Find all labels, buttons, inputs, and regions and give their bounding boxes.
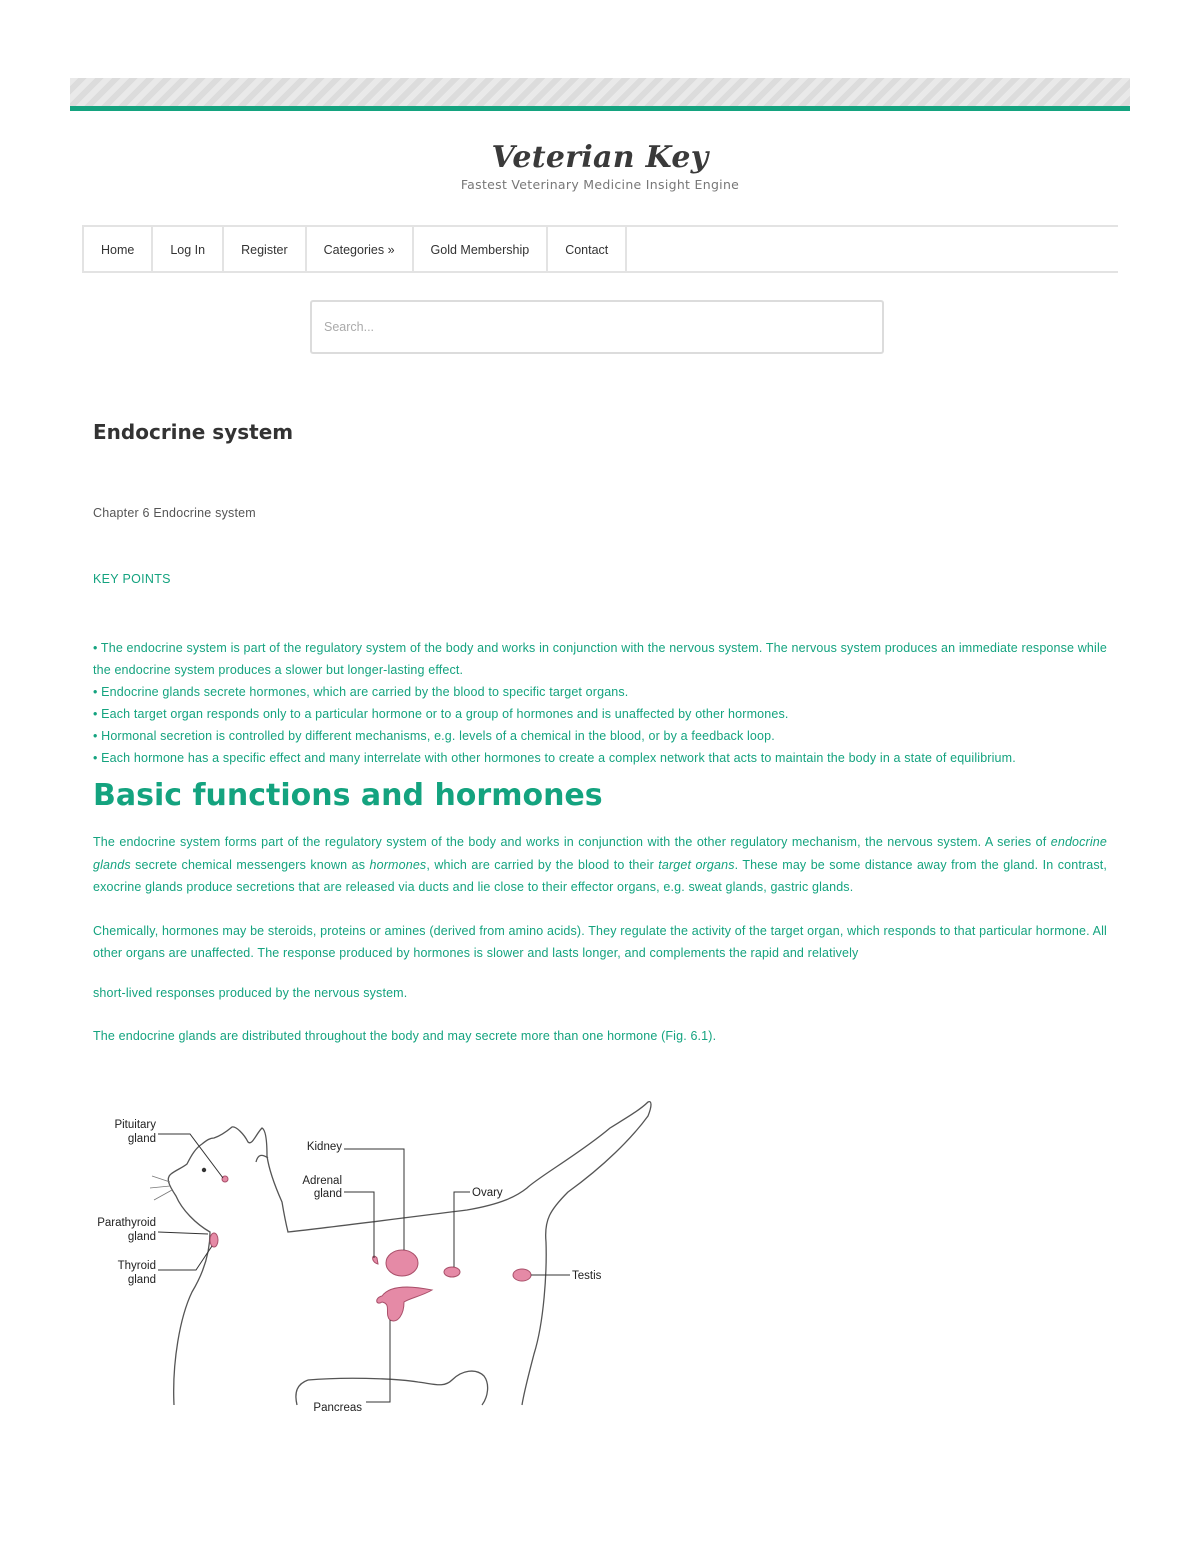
ovary: [444, 1267, 460, 1277]
nav-home[interactable]: Home: [82, 227, 153, 271]
key-point: • Hormonal secretion is controlled by different mechanisms, e.g. levels of a chemical in the blood, or by a feedback loop.: [93, 729, 775, 743]
cat-eye: [202, 1168, 206, 1172]
label-thyroid-gland: gland: [127, 1274, 156, 1286]
label-thyroid: Thyroid: [117, 1260, 156, 1272]
key-point: • Each hormone has a specific effect and many interrelate with other hormones to create a complex network that acts to maintain the body in a state of equilibrium.: [93, 751, 1016, 765]
paragraph: The endocrine glands are distributed throughout the body and may secrete more than one hormone (Fig. 6.1).: [93, 1029, 717, 1043]
nav-register[interactable]: Register: [224, 227, 307, 271]
pancreas: [377, 1287, 432, 1321]
paragraph-text: , which are carried by the blood to their: [426, 857, 659, 872]
site-branding: [0, 140, 1200, 192]
paragraph-text: . These may be some distance away from the gland. In contrast, exocrine glands produce secretions that are released via ducts and lie close to their effector organs, e.g. sweat glands, gastric glands.: [93, 857, 1107, 894]
nav-categories[interactable]: Categories »: [307, 227, 414, 271]
site-title[interactable]: Veterian Key: [491, 140, 709, 175]
label-pituitary-gland: gland: [127, 1133, 156, 1145]
kidney: [386, 1250, 418, 1276]
article: [93, 420, 1107, 1048]
label-adrenal-gland: gland: [313, 1188, 342, 1200]
testis: [513, 1269, 531, 1281]
label-adrenal: Adrenal: [302, 1175, 342, 1187]
nav-log-in[interactable]: Log In: [153, 227, 224, 271]
term-hormones: hormones: [369, 857, 427, 872]
header-decor-band: [70, 78, 1130, 106]
main-nav: [82, 225, 1118, 273]
search-input[interactable]: [312, 302, 882, 352]
label-parathyroid: Parathyroid: [97, 1217, 156, 1229]
key-points-list: [93, 637, 1107, 769]
label-ovary: Ovary: [472, 1187, 503, 1199]
key-point: • Each target organ responds only to a particular hormone or to a group of hormones and is unaffected by other hormones.: [93, 707, 789, 721]
label-testis: Testis: [572, 1270, 602, 1282]
paragraph: [93, 831, 1107, 899]
parathyroid-gland: [210, 1233, 218, 1247]
chapter-heading: Chapter 6 Endocrine system: [93, 506, 256, 520]
adrenal-gland: [373, 1256, 378, 1264]
leader-lines: [158, 1134, 570, 1402]
header-accent-rule: [70, 106, 1130, 111]
paragraph-text: secrete chemical messengers known as: [130, 857, 370, 872]
cat-diagram: [92, 1092, 662, 1414]
article-title: Endocrine system: [93, 420, 294, 444]
search-box: [310, 300, 884, 354]
nav-gold-membership[interactable]: Gold Membership: [414, 227, 549, 271]
section-title: Basic functions and hormones: [93, 778, 603, 813]
term-endocrine-glands: endocrine glands: [93, 835, 1107, 872]
paragraph-text: The endocrine system forms part of the regulatory system of the body and works in conjunction with the other regulatory mechanism, the nervous system. A series of: [93, 835, 1051, 849]
figure-endocrine-glands-cat: [92, 1092, 662, 1414]
label-parathyroid-gland: gland: [127, 1231, 156, 1243]
site-tagline: Fastest Veterinary Medicine Insight Engine: [460, 177, 740, 192]
label-kidney: Kidney: [306, 1141, 342, 1153]
pituitary-gland: [222, 1176, 228, 1182]
nav-contact[interactable]: Contact: [548, 227, 627, 271]
figure-labels: [97, 1119, 601, 1414]
key-points-heading: KEY POINTS: [93, 572, 171, 586]
term-target-organs: target organs: [658, 857, 735, 872]
label-pancreas: Pancreas: [313, 1402, 362, 1414]
key-point: • Endocrine glands secrete hormones, which are carried by the blood to specific target organs.: [93, 685, 629, 699]
label-pituitary: Pituitary: [114, 1119, 156, 1131]
key-point: • The endocrine system is part of the regulatory system of the body and works in conjunction with the nervous system. The nervous system produces an immediate response while the endocrine system produces a slower but longer-lasting effect.: [93, 641, 1107, 677]
paragraph: short-lived responses produced by the nervous system.: [93, 985, 408, 1000]
paragraph: Chemically, hormones may be steroids, proteins or amines (derived from amino acids). They regulate the activity of the target organ, which responds to that particular hormone. All other organs are unaffected. The response produced by hormones is slower and lasts longer, and complements the rapid and relatively: [93, 923, 1107, 960]
